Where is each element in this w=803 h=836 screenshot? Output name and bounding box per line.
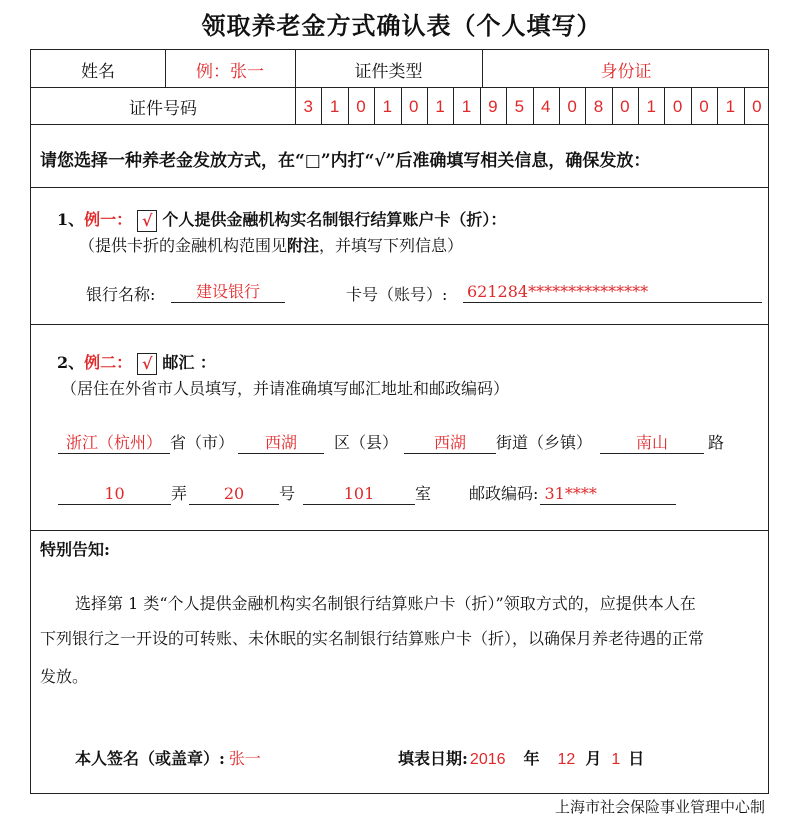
card-number-field[interactable]: 621284*************** [463,282,762,303]
number-field[interactable]: 20 [189,484,279,505]
option1-example: 例一： [84,210,133,229]
notice-line-2: 下列银行之一开设的可转账、未休眠的实名制银行结算账户卡（折），以确保月养老待遇的正常 [40,629,705,648]
id-digit-cell[interactable]: 0 [699,96,709,116]
id-digit-cell[interactable]: 3 [303,96,313,116]
digit-divider [585,87,586,124]
province-field[interactable]: 浙江（杭州） [58,433,170,454]
road-field[interactable]: 南山 [600,433,704,454]
option2-row [57,350,216,375]
digit-divider [480,87,481,124]
id-number-label: 证件号码 [129,99,197,119]
date-month-label: 月 [585,749,602,768]
digit-divider [744,87,745,124]
digit-divider [374,87,375,124]
id-digit-cell[interactable]: 8 [593,96,604,116]
date-row [398,746,644,769]
id-digit-cell[interactable]: 9 [488,96,498,116]
digit-divider [691,87,692,124]
footer-issuer: 上海市社会保险事业管理中心制 [554,798,765,816]
digit-divider [533,87,534,124]
digit-divider [427,87,428,124]
digit-divider [453,87,454,124]
id-digit-cell[interactable]: 1 [435,96,445,116]
address-line-2 [58,481,676,505]
province-label: 省（市） [170,433,235,452]
digit-divider [717,87,718,124]
option1-note-bold: 附注 [287,236,320,255]
instruction-text: 请您选择一种养老金发放方式，在“□”内打“√”后准确填写相关信息，确保发放： [40,151,651,171]
district-field[interactable]: 西湖 [238,433,324,454]
name-label: 姓名 [81,61,115,82]
digit-divider [559,87,560,124]
date-month[interactable]: 12 [557,751,576,768]
option1-note [79,233,463,256]
option1-number: 1、 [57,210,85,229]
id-digit-cell[interactable]: 1 [329,96,340,116]
option1-title: 个人提供金融机构实名制银行结算账户卡（折）： [162,210,507,229]
card-label: 卡号（账号）: [346,285,448,304]
id-digit-cell[interactable]: 1 [382,96,393,116]
option1-note-post: ，并填写下列信息） [319,236,464,255]
date-day-label: 日 [628,749,645,768]
digit-divider [638,87,639,124]
signature-value[interactable]: 张一 [228,749,261,768]
notice-heading: 特别告知: [40,540,110,559]
id-digit-cell[interactable]: 0 [672,96,683,116]
id-digit-cell[interactable]: 0 [620,96,630,116]
bank-label: 银行名称: [86,285,156,304]
road-label: 路 [708,433,725,452]
date-label: 填表日期: [398,749,468,768]
date-day[interactable]: 1 [611,751,621,768]
id-digit-cell[interactable]: 1 [461,96,472,116]
notice-line-1: 选择第 1 类“个人提供金融机构实名制银行结算账户卡（折）”领取方式的，应提供本人在 [75,594,696,613]
option2-title: 邮汇 ： [162,353,216,372]
room-field[interactable]: 101 [303,484,415,505]
address-line-1 [58,430,724,454]
option2-number: 2、 [57,353,85,372]
date-year-label: 年 [523,749,540,768]
option1-note-pre: （提供卡折的金融机构范围见 [79,236,288,255]
id-digit-cell[interactable]: 1 [725,96,736,116]
id-digit-cell[interactable]: 4 [540,96,551,116]
option1-checkbox[interactable]: √ [137,210,157,232]
street-label: 街道（乡镇） [496,433,593,452]
signature-label: 本人签名（或盖章）: [75,749,225,768]
digit-divider [506,87,507,124]
digit-divider [348,87,349,124]
bank-name-field[interactable]: 建设银行 [171,282,285,303]
id-digit-cell[interactable]: 0 [356,96,366,116]
digit-divider [612,87,613,124]
id-digit-cell[interactable]: 0 [567,96,577,116]
option1-row [57,207,506,232]
option2-note: （居住在外省市人员填写，并请准确填写邮汇地址和邮政编码） [61,379,510,398]
confirmation-form [30,49,769,794]
postcode-label: 邮政编码: [469,484,539,503]
option2-checkbox[interactable]: √ [137,353,157,375]
notice-line-3: 发放。 [40,667,89,686]
id-digit-cell[interactable]: 5 [514,96,525,116]
digit-divider [321,87,322,124]
room-label: 室 [415,484,432,503]
option2-example: 例二： [84,353,133,372]
page-title: 领取养老金方式确认表（个人填写） [201,11,602,40]
lane-field[interactable]: 10 [58,484,171,505]
id-digit-cell[interactable]: 0 [409,96,419,116]
street-field[interactable]: 西湖 [404,433,496,454]
district-label: 区（县） [334,433,399,452]
lane-label: 弄 [171,484,188,503]
id-type-value[interactable]: 身份证 [600,61,652,82]
id-digit-cell[interactable]: 1 [646,96,656,116]
id-type-label: 证件类型 [354,61,423,82]
signature-row [75,746,261,769]
digit-divider [295,87,296,124]
digit-divider [664,87,665,124]
digit-divider [401,87,402,124]
date-year[interactable]: 2016 [469,751,506,768]
postcode-field[interactable]: 31**** [540,484,676,505]
name-value[interactable]: 例：张一 [196,61,264,82]
id-digit-cell[interactable]: 0 [752,96,762,116]
number-label: 号 [279,484,296,503]
